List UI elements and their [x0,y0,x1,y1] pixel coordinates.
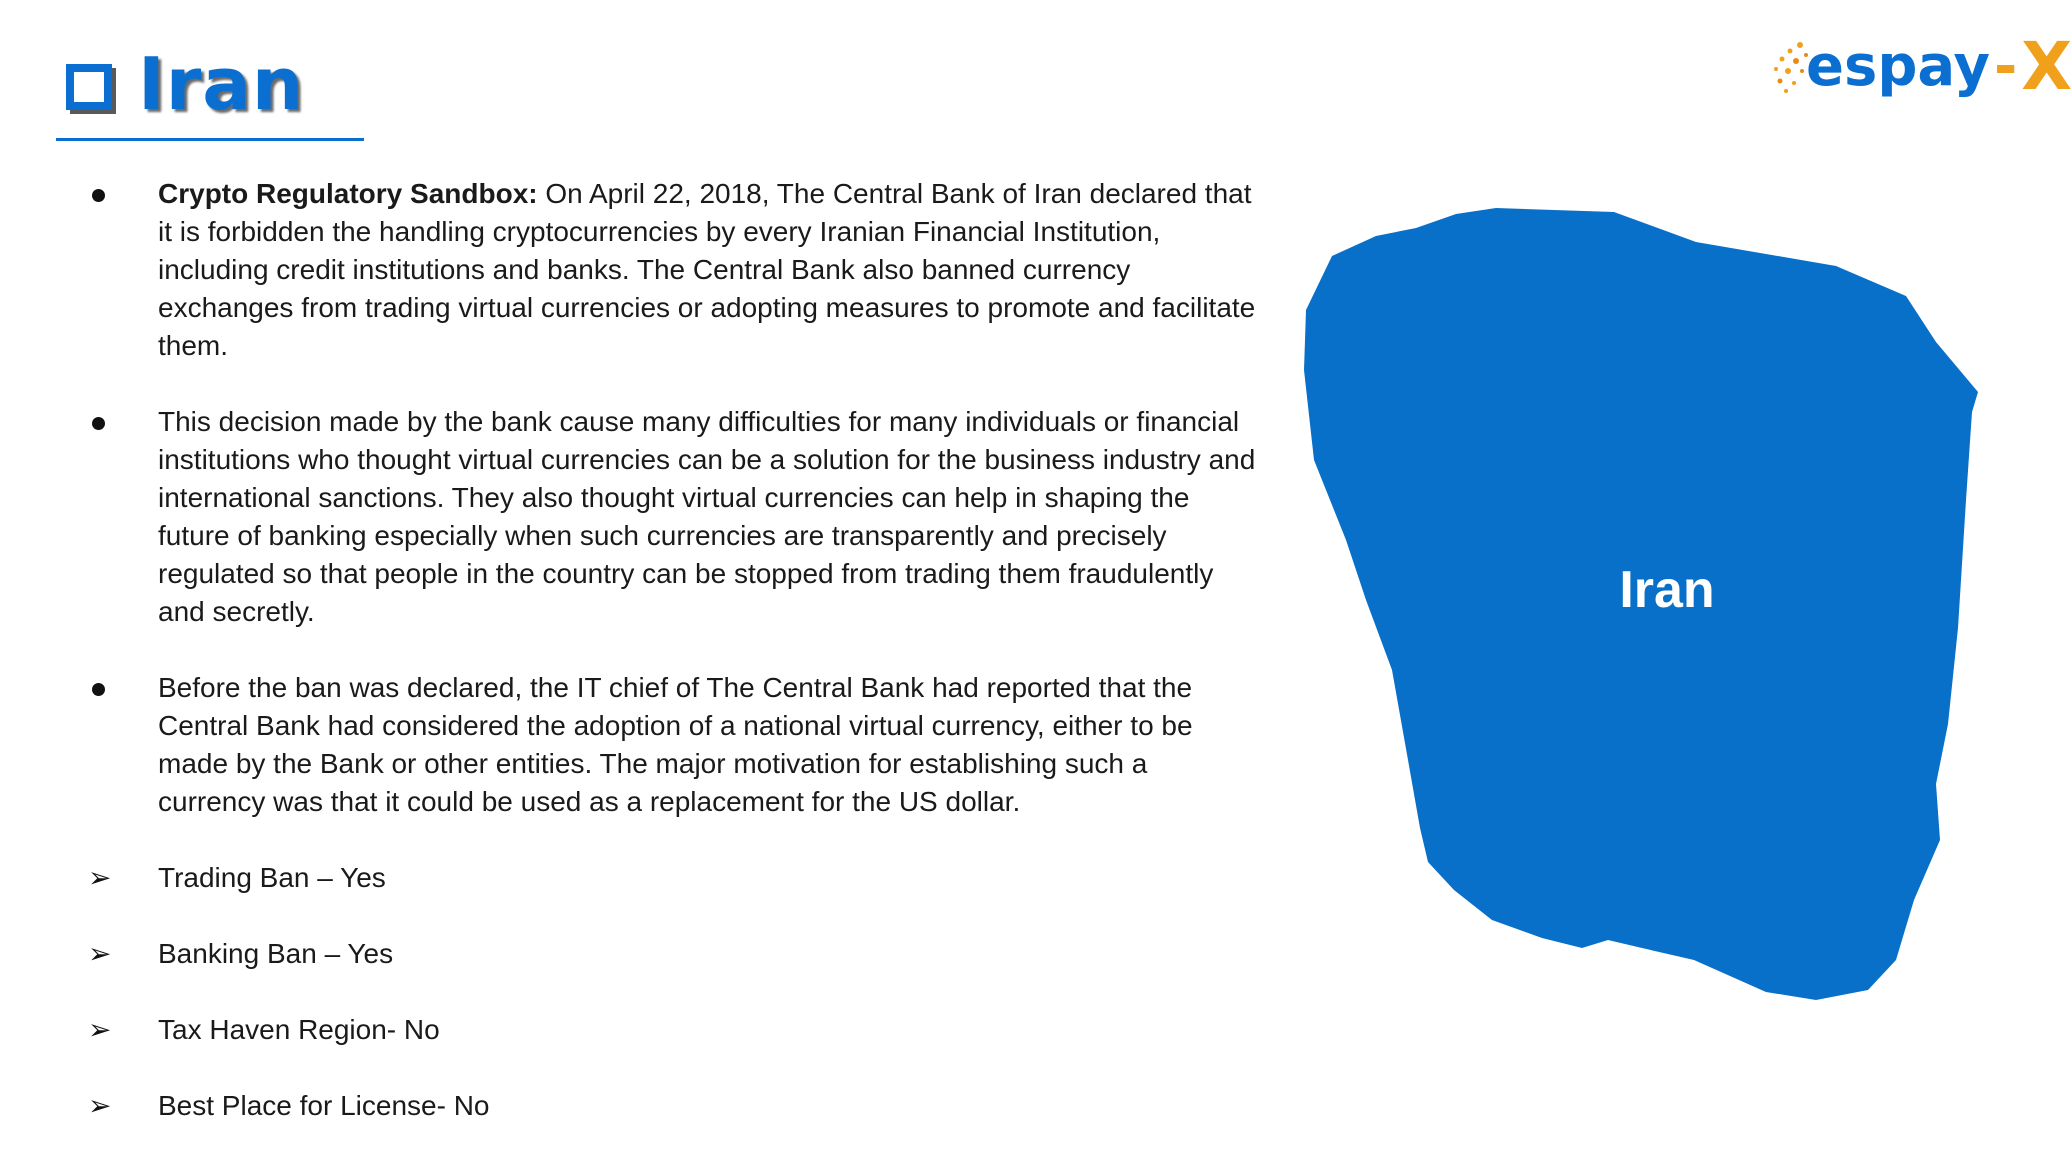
arrow-bullet-icon: ➢ [88,938,112,969]
bullet-dot-icon [92,683,105,696]
espay-x-logo [1770,28,2072,105]
bullet-heading: Crypto Regulatory Sandbox: [158,178,538,209]
fact-text: Banking Ban – Yes [158,938,394,969]
page-title: Iran [138,42,305,126]
bullet-text: This decision made by the bank cause many difficulties for many individuals or financial institutions who thought virtual currencies can be a solution for the business industry and international sanctions. They also thought virtual currencies can help in shaping the future of banking especially when such currencies are transparently and precisely regulated so that people in the country can be stopped from trading them fraudulently and secretly. [158,406,1256,627]
logo-text: espay [1806,34,1990,99]
fact-text: Tax Haven Region- No [158,1014,440,1045]
bullet-text: Before the ban was declared, the IT chief of The Central Bank had reported that the Central Bank had considered the adoption of a national virtual currency, either to be made by the Bank or other entities. The major motivation for establishing such a currency was that it could be used as a replacement for the US dollar. [158,672,1193,817]
bullet-dot-icon [92,417,105,430]
arrow-bullet-icon: ➢ [88,862,112,893]
slide-title [66,42,305,126]
bullet-item [86,175,1256,365]
iran-map [1296,200,2008,1048]
arrow-bullet-icon: ➢ [88,1090,112,1121]
fact-item [86,859,1256,897]
bullet-item [86,669,1256,821]
fact-text: Trading Ban – Yes [158,862,386,893]
iran-map-shape [1296,200,2008,1048]
checkbox-square-icon [66,64,112,110]
logo-dash: - [1993,34,2018,99]
bullet-text: On April 22, 2018, The Central Bank of Iran declared that it is forbidden the handling cryptocurrencies by every Iranian Financial Institution, including credit institutions and banks. The Central Bank also banned currency exchanges from trading virtual currencies or adopting measures to promote and facilitate them. [158,178,1256,361]
content-body [86,175,1256,1125]
bullet-item [86,403,1256,631]
fact-item [86,1011,1256,1049]
fact-text: Best Place for License- No [158,1090,490,1121]
bullet-dot-icon [92,189,105,202]
fact-item [86,935,1256,973]
map-label: Iran [1619,561,1715,619]
title-underline [56,138,364,141]
logo-x-mark: X [2021,28,2072,105]
arrow-bullet-icon: ➢ [88,1014,112,1045]
fact-item [86,1087,1256,1125]
